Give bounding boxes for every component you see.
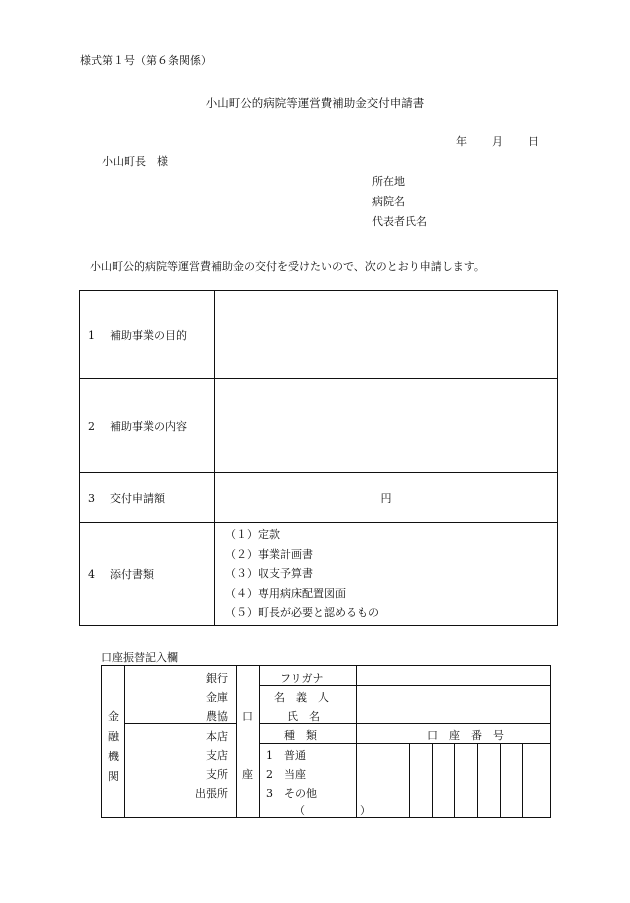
row-label: 1 補助事業の目的 xyxy=(80,291,215,379)
institution-type: 銀行 xyxy=(206,672,228,685)
account-type-option[interactable]: 2 当座 xyxy=(266,768,306,781)
account-digit-cell[interactable] xyxy=(478,744,499,817)
row-label: 2 補助事業の内容 xyxy=(80,379,215,473)
form-row-attachments xyxy=(80,523,558,626)
applicant-address-label: 所在地 xyxy=(372,175,405,188)
attachment-item: （２）事業計画書 xyxy=(225,547,313,561)
branch-type: 支所 xyxy=(206,768,228,781)
account-digit-cell[interactable] xyxy=(501,744,521,817)
other-type-paren: （ ） xyxy=(294,804,371,817)
form-row-amount xyxy=(80,473,558,523)
account-type-header: 種 類 xyxy=(284,729,317,742)
date-line xyxy=(456,133,539,149)
account-number-header: 口 座 番 号 xyxy=(427,729,504,742)
furigana-label: フリガナ xyxy=(280,672,324,685)
institution-label-char: 金 xyxy=(108,710,119,723)
row-label: 4 添付書類 xyxy=(80,523,215,626)
bank-account-table xyxy=(101,665,551,818)
amount-field[interactable]: 円 xyxy=(215,473,558,523)
institution-type: 農協 xyxy=(206,710,228,723)
form-row-content xyxy=(80,379,558,473)
account-type-option[interactable]: 3 その他 xyxy=(266,787,317,800)
institution-label-char: 融 xyxy=(108,730,119,743)
institution-label-char: 関 xyxy=(108,770,119,783)
holder-name-label: 氏 名 xyxy=(287,710,320,723)
branch-type: 支店 xyxy=(206,749,228,762)
applicant-representative-label: 代表者氏名 xyxy=(372,215,427,228)
institution-type: 金庫 xyxy=(206,691,228,704)
application-form-table xyxy=(79,290,558,626)
applicant-hospital-label: 病院名 xyxy=(372,195,405,208)
form-number: 様式第１号（第６条関係） xyxy=(80,54,212,67)
purpose-field[interactable] xyxy=(215,291,558,379)
date-month: 月 xyxy=(492,135,503,148)
attachment-item: （４）専用病床配置図面 xyxy=(225,586,346,600)
holder-name-input[interactable] xyxy=(357,687,549,722)
holder-label: 名 義 人 xyxy=(274,691,329,704)
branch-type: 本店 xyxy=(206,730,228,743)
branch-type: 出張所 xyxy=(195,787,228,800)
form-row-purpose xyxy=(80,291,558,379)
institution-label-char: 機 xyxy=(108,750,119,763)
attachment-item: （５）町長が必要と認めるもの xyxy=(225,606,379,620)
document-title: 小山町公的病院等運営費補助金交付申請書 xyxy=(205,96,425,110)
furigana-input[interactable] xyxy=(357,667,549,684)
account-digit-cell[interactable] xyxy=(455,744,476,817)
date-year: 年 xyxy=(456,135,467,148)
intro-text: 小山町公的病院等運営費補助金の交付を受けたいので、次のとおり申請します。 xyxy=(90,260,485,273)
account-label-char: 口 xyxy=(242,710,253,723)
attachment-item: （１）定款 xyxy=(225,528,280,542)
account-digit-cell[interactable] xyxy=(433,744,453,817)
content-field[interactable] xyxy=(215,379,558,473)
attachment-list xyxy=(215,525,557,623)
account-digit-cell[interactable] xyxy=(357,744,408,817)
account-digit-cell[interactable] xyxy=(523,744,549,817)
attachment-item: （３）収支予算書 xyxy=(225,567,313,581)
account-label-char: 座 xyxy=(242,768,253,781)
account-digit-cell[interactable] xyxy=(410,744,431,817)
addressee: 小山町長 様 xyxy=(102,155,168,168)
row-label: 3 交付申請額 xyxy=(80,473,215,523)
account-section-title: 口座振替記入欄 xyxy=(101,651,178,664)
date-day: 日 xyxy=(528,135,539,148)
account-type-option[interactable]: 1 普通 xyxy=(266,749,306,762)
